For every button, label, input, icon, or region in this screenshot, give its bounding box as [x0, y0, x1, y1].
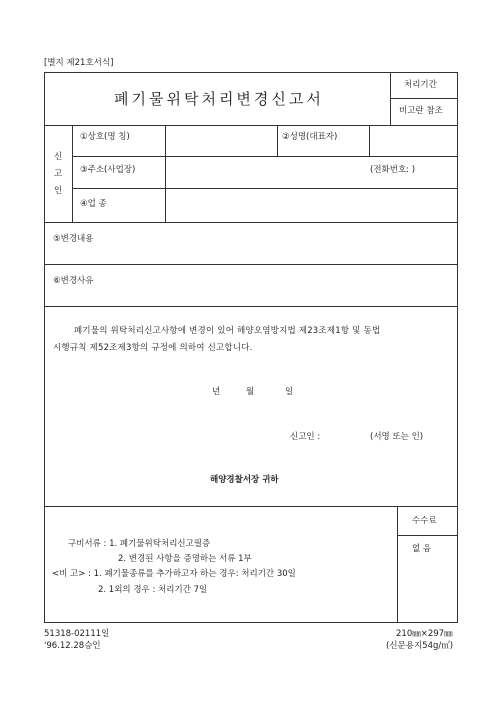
footer-approval-date: '96.12.28승인: [44, 641, 101, 651]
address-label: ③주소(사업장): [80, 165, 136, 175]
business-type-field[interactable]: [166, 189, 457, 221]
form-title: 폐기물위탁처리변경신고서: [114, 90, 324, 108]
applicant-divider: [72, 125, 73, 222]
fee-label: 수수료: [412, 516, 437, 526]
company-name-label: ①상호(명 칭): [80, 132, 130, 142]
address-field[interactable]: [166, 157, 366, 187]
attachment-item-1: 구비서류 : 1. 폐기물위탁처리신고필증: [68, 539, 211, 549]
representative-name-label: ②성명(대표자): [282, 132, 338, 142]
change-reason-field[interactable]: [45, 292, 457, 305]
statement-line-2: 시행규칙 제52조제3항의 규정에 의하여 신고합니다.: [53, 343, 253, 353]
signature-note: (서명 또는 인): [370, 432, 424, 442]
date-month-label: 월: [246, 387, 255, 397]
representative-name-field[interactable]: [370, 126, 457, 155]
footer-paper-type: (신문용지54g/㎡): [386, 641, 454, 651]
date-year-label: 년: [212, 387, 221, 397]
fee-divider: [397, 506, 398, 623]
change-content-label: ⑤변경내용: [53, 234, 94, 244]
footer-paper-size: 210㎜×297㎜: [396, 629, 453, 639]
change-reason-label: ⑥변경사유: [53, 276, 94, 286]
statement-line-1: 폐기물의 위탁처리신고사항에 변경이 있어 해양오염방지법 제23조제1항 및 동법: [74, 326, 381, 336]
addressee: 해양경찰서장 귀하: [210, 475, 279, 485]
remarks-item-1: <비 고> : 1. 폐기물종류를 추가하고자 하는 경우: 처리기간 30일: [52, 569, 296, 579]
business-type-label: ④업 종: [80, 199, 107, 209]
signer-label: 신고인 :: [290, 432, 321, 442]
remarks-item-2: 2. 1외의 경우 : 처리기간 7일: [98, 585, 208, 595]
change-reason-bottom: [44, 306, 458, 307]
period-divider: [390, 98, 458, 99]
processing-period-label: 처리기간: [404, 80, 437, 90]
attachment-item-2: 2. 변경된 사항을 증명하는 서류 1부: [118, 554, 252, 564]
applicant-label-3: 인: [54, 186, 63, 196]
date-day-label: 일: [285, 387, 294, 397]
form-number: [별지 제21호서식]: [44, 58, 114, 68]
applicant-label-1: 신: [54, 152, 63, 162]
company-name-field[interactable]: [166, 126, 276, 155]
applicant-bottom: [44, 222, 458, 223]
row1-mid-divider: [277, 125, 278, 156]
footer-form-code: 51318-02111일: [44, 629, 110, 639]
processing-period-value: 비고란 참조: [399, 106, 443, 116]
change-content-field[interactable]: [45, 250, 457, 263]
attachments-top: [44, 506, 458, 507]
phone-field: (전화번호: ): [370, 165, 416, 175]
applicant-label-2: 고: [54, 169, 63, 179]
fee-value: 없 음: [412, 544, 432, 554]
change-content-bottom: [44, 264, 458, 265]
fee-label-bottom: [397, 535, 458, 536]
